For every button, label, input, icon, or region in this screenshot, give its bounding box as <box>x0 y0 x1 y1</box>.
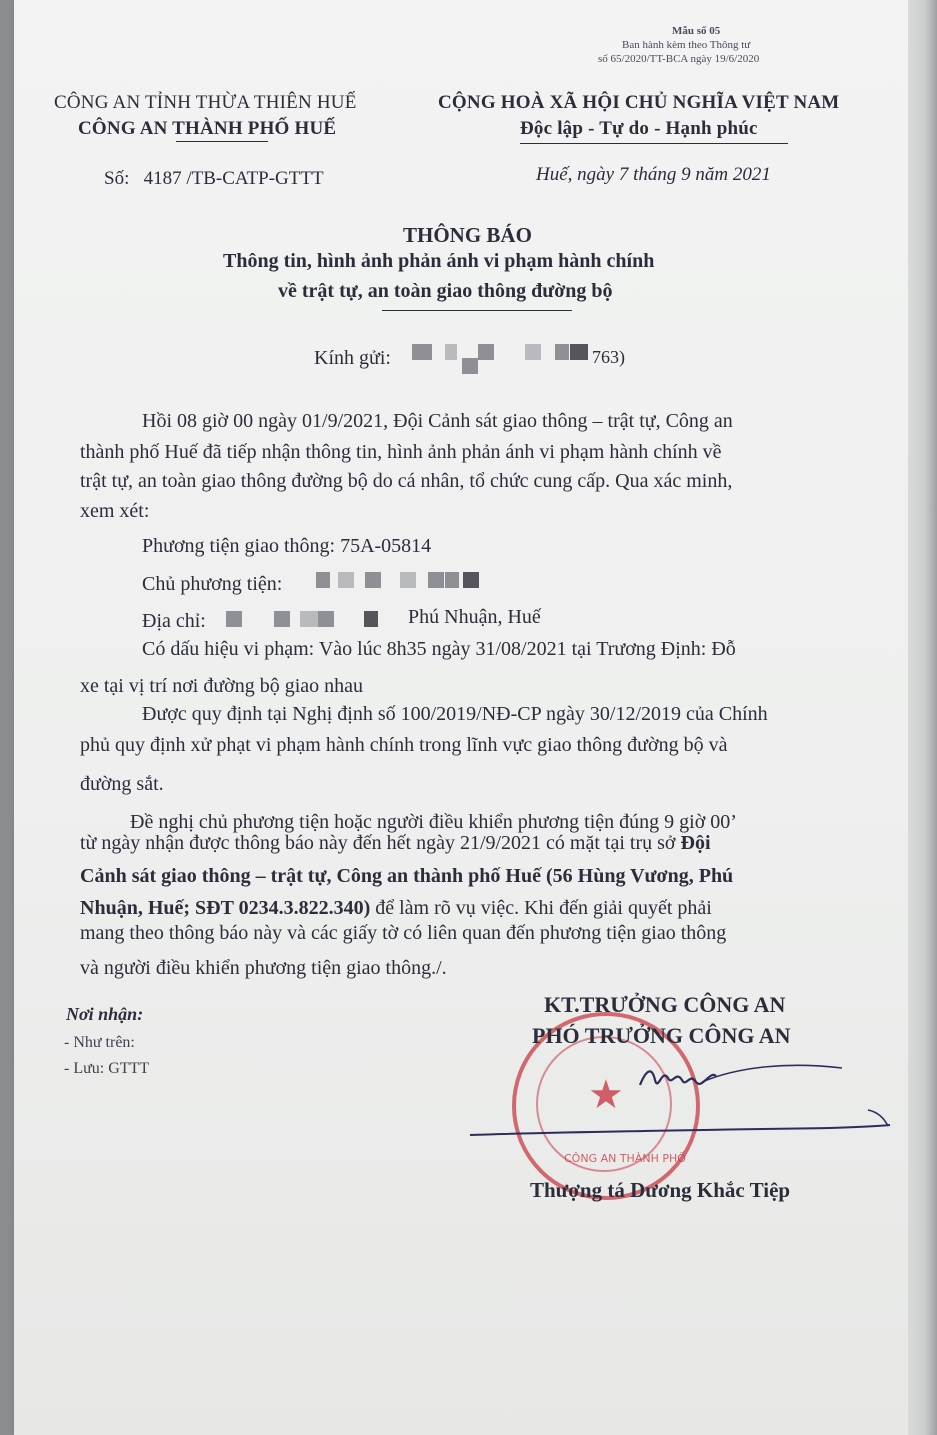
request-line-1: Đề nghị chủ phương tiện hoặc người điều khiển phương tiện đúng 9 giờ 00’ <box>130 811 737 833</box>
agency-underline <box>176 141 268 142</box>
recipient-label: Kính gửi: <box>314 347 391 369</box>
request-line-4-text: để làm rõ vụ việc. Khi đến giải quyết phải <box>370 897 712 919</box>
title-underline <box>382 310 572 311</box>
star-icon: ★ <box>588 1072 624 1118</box>
request-line-5: mang theo thông báo này và các giấy tờ có liên quan đến phương tiện giao thông <box>80 922 727 944</box>
request-line-4 <box>80 897 712 920</box>
recipients-heading: Nơi nhận: <box>66 1004 144 1024</box>
recipient-redaction <box>412 344 432 360</box>
request-line-6: và người điều khiển phương tiện giao thông./. <box>80 957 447 979</box>
owner-redaction <box>445 572 459 588</box>
vehicle-plate: Phương tiện giao thông: 75A-05814 <box>142 535 432 557</box>
regulation-line-3: đường sắt. <box>80 773 164 795</box>
page-edge <box>908 0 937 1435</box>
recipient-redaction <box>570 344 588 360</box>
request-line-3: Cảnh sát giao thông – trật tự, Công an thành phố Huế (56 Hùng Vương, Phú <box>80 865 734 887</box>
address-redaction <box>364 611 378 627</box>
recipient-item: - Lưu: GTTT <box>64 1060 150 1077</box>
form-issued-note: Ban hành kèm theo Thông tư <box>622 39 751 51</box>
recipient-item: - Như trên: <box>64 1034 135 1051</box>
body-line: xem xét: <box>80 500 150 522</box>
regulation-line-2: phủ quy định xử phạt vi phạm hành chính trong lĩnh vực giao thông đường bộ và <box>80 734 728 756</box>
document-number: Số: 4187 /TB-CATP-GTTT <box>104 168 324 189</box>
address-visible: Phú Nhuận, Huế <box>408 606 541 628</box>
body-line: thành phố Huế đã tiếp nhận thông tin, hình ảnh phản ánh vi phạm hành chính về <box>80 441 722 463</box>
place-date: Huế, ngày 7 tháng 9 năm 2021 <box>536 164 771 185</box>
owner-label: Chủ phương tiện: <box>142 573 283 595</box>
form-number: Mẫu số 05 <box>672 25 721 37</box>
signatory-name: Thượng tá Dương Khắc Tiệp <box>530 1178 791 1202</box>
owner-redaction <box>316 572 330 588</box>
nation-name: CỘNG HOÀ XÃ HỘI CHỦ NGHĨA VIỆT NAM <box>438 92 840 113</box>
owner-redaction <box>428 572 444 588</box>
request-line-4-bold: Nhuận, Huế; SĐT 0234.3.822.340) <box>80 897 371 919</box>
owner-redaction <box>400 572 416 588</box>
recipient-redaction <box>478 344 494 360</box>
recipient-suffix: 763) <box>592 347 625 367</box>
request-line-2 <box>80 832 711 855</box>
owner-redaction <box>463 572 479 588</box>
seal-text: CÔNG AN THÀNH PHỐ <box>564 1152 686 1165</box>
regulation-line-1: Được quy định tại Nghị định số 100/2019/NĐ-CP ngày 30/12/2019 của Chính <box>142 703 768 725</box>
recipient-redaction <box>555 344 569 360</box>
signature-title-1: KT.TRƯỞNG CÔNG AN <box>544 992 786 1017</box>
recipient-redaction <box>462 358 478 374</box>
address-label: Địa chỉ: <box>142 610 206 632</box>
address-redaction <box>318 611 334 627</box>
signature-title-2: PHÓ TRƯỞNG CÔNG AN <box>532 1023 791 1048</box>
owner-redaction <box>338 572 354 588</box>
address-redaction <box>300 611 318 627</box>
recipient-redaction <box>525 344 541 360</box>
agency-parent: CÔNG AN TỈNH THỪA THIÊN HUẾ <box>54 92 357 113</box>
motto-underline <box>520 143 788 144</box>
recipient-redaction <box>445 344 457 360</box>
body-line: trật tự, an toàn giao thông đường bộ do cá nhân, tổ chức cung cấp. Qua xác minh, <box>80 470 733 492</box>
body-line: Hồi 08 giờ 00 ngày 01/9/2021, Đội Cảnh sát giao thông – trật tự, Công an <box>142 410 733 432</box>
request-line-2-bold: Đội <box>680 832 711 854</box>
agency-name: CÔNG AN THÀNH PHỐ HUẾ <box>78 118 337 139</box>
notice-title: THÔNG BÁO <box>403 223 532 247</box>
notice-subtitle-1: Thông tin, hình ảnh phản ánh vi phạm hành chính <box>223 250 655 272</box>
violation-line-1: Có dấu hiệu vi phạm: Vào lúc 8h35 ngày 31/08/2021 tại Trương Định: Đỗ <box>142 638 736 660</box>
address-redaction <box>274 611 290 627</box>
violation-line-2: xe tại vị trí nơi đường bộ giao nhau <box>80 675 364 697</box>
national-motto: Độc lập - Tự do - Hạnh phúc <box>520 118 758 139</box>
owner-redaction <box>365 572 381 588</box>
form-circular-ref: số 65/2020/TT-BCA ngày 19/6/2020 <box>598 53 760 65</box>
notice-subtitle-2: về trật tự, an toàn giao thông đường bộ <box>278 280 613 302</box>
address-redaction <box>226 611 242 627</box>
request-line-2-text: từ ngày nhận được thông báo này đến hết ngày 21/9/2021 có mặt tại trụ sở <box>80 832 681 854</box>
